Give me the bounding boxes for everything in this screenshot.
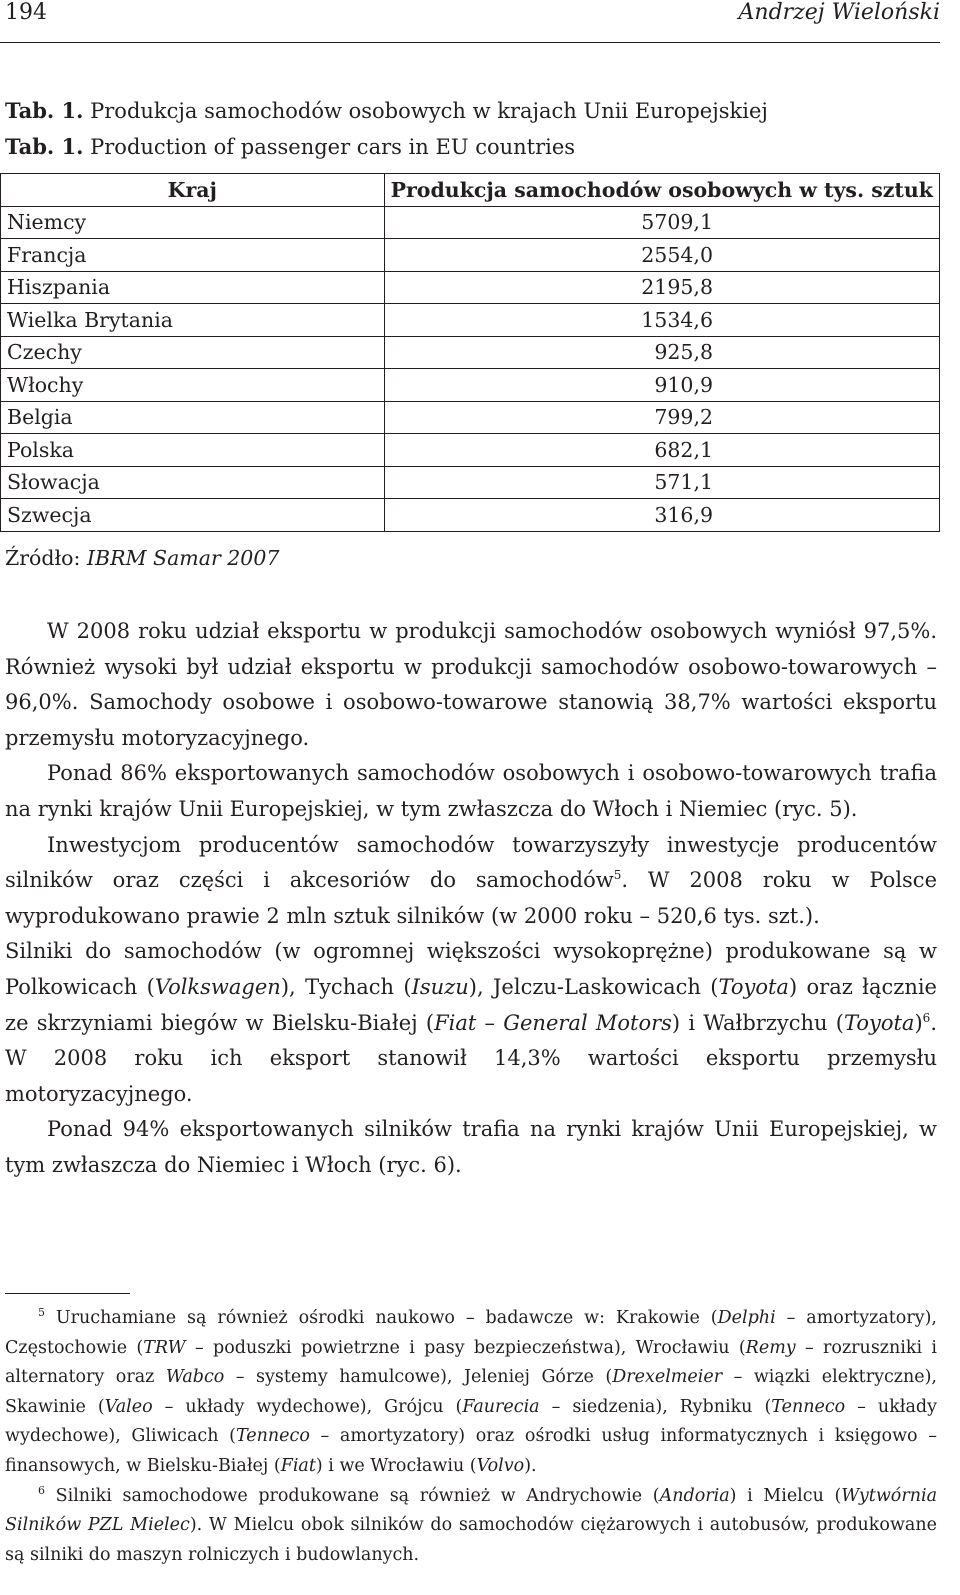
text-run: ). W Mielcu obok silników do samochodów ciężarowych i autobusów, produkowane są silniki do maszyn rolniczych i budowlanych.: [5, 1515, 937, 1565]
footnote-5: [5, 1304, 937, 1482]
paragraph: Ponad 94% eksportowanych silników trafia na rynki krajów Unii Europejskiej, w tym zwłaszcza do Niemiec i Włoch (ryc. 6).: [5, 1117, 937, 1177]
text-run: – amortyzatory), Częstochowie (: [5, 1308, 937, 1358]
table-caption-pl-label: Tab. 1.: [5, 98, 84, 123]
footnote-ref-5[interactable]: 5: [613, 868, 622, 883]
footnote-number: 5: [38, 1306, 45, 1320]
table-source: [5, 546, 279, 570]
text-run: – rozruszniki i alternatory oraz: [5, 1337, 937, 1388]
running-header: [0, 0, 940, 43]
cell-country: Belgia: [1, 401, 385, 434]
page-number: 194: [5, 0, 47, 25]
source-label: Źródło:: [5, 546, 81, 570]
cell-country: Hiszpania: [1, 271, 385, 304]
text-run: ) oraz łącznie ze skrzyniami biegów w Bielsku-Białej (: [5, 974, 937, 1035]
cell-country: Francja: [1, 239, 385, 272]
brand-name: TRW: [143, 1337, 186, 1358]
table-captions: [5, 93, 768, 165]
body-text: [5, 614, 937, 1184]
paragraph: Ponad 86% eksportowanych samochodów osobowych i osobowo-towarowych trafia na rynki krajów Unii Europejskiej, w tym zwłaszcza do Włoch i Niemiec (ryc. 5).: [5, 761, 937, 821]
text-run: ), Tychach (: [280, 974, 412, 999]
running-author: Andrzej Wieloński: [738, 0, 940, 25]
cell-country: Niemcy: [1, 206, 385, 239]
text-run: – poduszki powietrzne i pasy bezpieczeństwa), Wrocławiu (: [185, 1337, 746, 1358]
table-row: [1, 369, 940, 402]
table-row: [1, 466, 940, 499]
cell-value: 2195,8: [384, 271, 939, 304]
cell-value: 682,1: [384, 434, 939, 467]
paragraph: [5, 828, 937, 935]
production-table: [0, 173, 940, 532]
brand-name: Andoria: [659, 1485, 730, 1506]
brand-name: Volvo: [476, 1455, 525, 1476]
cell-country: Polska: [1, 434, 385, 467]
cell-value: 5709,1: [384, 206, 939, 239]
brand-volkswagen: Volkswagen: [154, 974, 281, 999]
text-run: Uruchamiane są również ośrodki naukowo – badawcze w: Krakowie (: [45, 1308, 718, 1328]
column-header-production: Produkcja samochodów osobowych w tys. sztuk: [384, 174, 939, 207]
table-row: [1, 336, 940, 369]
brand-isuzu: Isuzu: [411, 974, 469, 999]
text-run: – amortyzatory) oraz ośrodki usług informatycznych i księgowo – finansowych, w Bielsku-Białej (: [5, 1426, 937, 1476]
brand-name: Drexelmeier: [612, 1367, 723, 1388]
text-run: ) i Mielcu (: [729, 1485, 842, 1506]
footnote-separator: [5, 1293, 130, 1294]
cell-value: 799,2: [384, 401, 939, 434]
brand-name: Tenneco: [235, 1426, 310, 1447]
text-run: Inwestycjom producentów samochodów towarzyszyły inwestycje producentów silników oraz części i akcesoriów do samochodów: [5, 832, 937, 893]
brand-name: Faurecia: [462, 1396, 540, 1417]
brand-toyota: Toyota: [843, 1010, 915, 1035]
text-run: – systemy hamulcowe), Jeleniej Górze (: [224, 1367, 613, 1388]
cell-value: 910,9: [384, 369, 939, 402]
brand-name: Valeo: [104, 1396, 153, 1417]
text-run: – siedzenia), Rybniku (: [539, 1396, 772, 1417]
table-caption-en: [5, 129, 768, 165]
text-run: ): [914, 1010, 923, 1035]
text-run: ).: [524, 1455, 537, 1476]
table-row: [1, 304, 940, 337]
cell-value: 316,9: [384, 499, 939, 532]
cell-country: Wielka Brytania: [1, 304, 385, 337]
cell-country: Słowacja: [1, 466, 385, 499]
text-run: ), Jelczu-Laskowicach (: [468, 974, 719, 999]
brand-name: Wytwórnia Silników PZL Mielec: [5, 1485, 937, 1536]
footnotes: [5, 1304, 937, 1570]
brand-fiat-gm: Fiat – General Motors: [434, 1010, 672, 1035]
text-run: ) i Wałbrzychu (: [671, 1010, 844, 1035]
source-text: IBRM Samar 2007: [80, 546, 280, 570]
cell-value: 2554,0: [384, 239, 939, 272]
text-run: – wiązki elektryczne), Skawinie (: [5, 1367, 937, 1417]
text-run: Silniki do samochodów (w ogromnej większości wysokoprężne) produkowane są w Polkowicach (: [5, 939, 937, 999]
cell-country: Czechy: [1, 336, 385, 369]
brand-name: Fiat: [280, 1455, 316, 1476]
table-caption-en-text: Production of passenger cars in EU countries: [83, 135, 576, 159]
footnote-ref-6[interactable]: 6: [922, 1010, 931, 1025]
paragraph: W 2008 roku udział eksportu w produkcji samochodów osobowych wyniósł 97,5%. Również wysoki był udział eksportu w produkcji samochodów osobowo-towarowych – 96,0%. Samochody osobowe i osobowo-towarowe stanowią 38,7% wartości eksportu przemysłu motoryzacyjnego.: [5, 619, 937, 750]
cell-value: 571,1: [384, 466, 939, 499]
text-run: – układy wydechowe), Grójcu (: [152, 1396, 463, 1417]
table-row: [1, 271, 940, 304]
brand-toyota: Toyota: [718, 974, 789, 999]
table-caption-pl: [5, 93, 768, 129]
text-run: ) i we Wrocławiu (: [315, 1455, 477, 1476]
brand-name: Tenneco: [771, 1396, 846, 1417]
footnote-number: 6: [38, 1483, 45, 1497]
table-caption-en-label: Tab. 1.: [5, 134, 84, 159]
brand-name: Delphi: [717, 1308, 776, 1328]
text-run: . W 2008 roku ich eksport stanowił 14,3% wartości eksportu przemysłu motoryzacyjnego.: [5, 1010, 937, 1106]
cell-value: 1534,6: [384, 304, 939, 337]
cell-country: Szwecja: [1, 499, 385, 532]
brand-name: Wabco: [165, 1367, 225, 1388]
text-run: Silniki samochodowe produkowane są również w Andrychowie (: [45, 1485, 660, 1506]
brand-name: Remy: [745, 1337, 796, 1358]
table-row: [1, 239, 940, 272]
text-run: – układy wydechowe), Gliwicach (: [5, 1396, 937, 1447]
table-row: [1, 401, 940, 434]
column-header-country: Kraj: [1, 174, 385, 207]
cell-value: 925,8: [384, 336, 939, 369]
table-row: [1, 206, 940, 239]
table-row: [1, 499, 940, 532]
table-row: [1, 434, 940, 467]
paragraph: [5, 934, 937, 1112]
cell-country: Włochy: [1, 369, 385, 402]
table-caption-pl-text: Produkcja samochodów osobowych w krajach Unii Europejskiej: [83, 99, 768, 123]
footnote-6: [5, 1482, 937, 1571]
text-run: . W 2008 roku w Polsce wyprodukowano prawie 2 mln sztuk silników (w 2000 roku – 520,6 tys. szt.).: [5, 868, 937, 928]
table-header-row: [1, 174, 940, 207]
